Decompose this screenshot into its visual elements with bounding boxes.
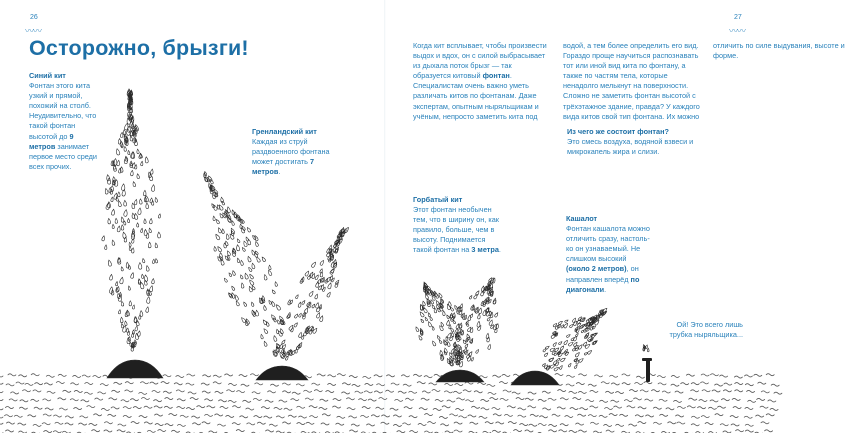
sperm-whale-spout-illustration	[511, 307, 608, 385]
sperm-whale-text-c: .	[604, 284, 607, 294]
intro-paragraph	[413, 41, 845, 123]
intro-text-b: . Специалистам очень важно уметь различать китов по фонтанам. Даже экспертам, опытным ныряльщикам и учёным, непросто заметить кита под водой, а тем более определить его вид. Гораздо проще научиться распознавать тот или иной вид кита по фонтану, а также по частям тела, которые ненадолго мелькнут на поверхности. Сложно не заметить фонтан высотой с трёхэтажное здание, правда? У каждого вида китов свой тип фонтана. Их можно отличить по силе выдувания, высоте и форме.	[413, 41, 845, 121]
sperm-whale-heading: Кашалот	[566, 214, 598, 223]
blue-whale-caption	[29, 71, 99, 172]
wave-ornament-right-icon: 〰〰	[729, 26, 746, 36]
greenland-whale-height: 7 метров	[252, 157, 315, 177]
blue-whale-text-a: Фонтан этого кита узкий и прямой, похожий на столб. Неудивительно, что такой фонтан высотой до	[29, 81, 97, 141]
composition-caption	[567, 127, 705, 157]
blue-whale-heading: Синий кит	[29, 71, 66, 80]
humpback-text-b: .	[498, 245, 501, 255]
blue-whale-text-b: занимает первое место среди всех прочих.	[29, 141, 98, 171]
greenland-whale-text-b: .	[278, 167, 281, 177]
sperm-whale-caption	[566, 214, 652, 295]
snorkel-illustration	[642, 344, 652, 382]
page-number-right: 27	[734, 14, 742, 21]
sperm-whale-direction: по диагонали	[566, 274, 640, 294]
greenland-whale-caption	[252, 127, 344, 177]
humpback-whale-spout-illustration	[415, 277, 499, 382]
blue-whale-height: 9 метров	[29, 131, 74, 151]
wave-ornament-left-icon: 〰〰	[25, 26, 42, 36]
sperm-whale-height: (около 2 метров)	[566, 264, 627, 274]
sperm-whale-text-b: , он направлен вперёд	[566, 264, 639, 284]
intro-fountain-term: фонтан	[482, 71, 510, 81]
sperm-whale-text-a: Фонтан кашалота можно отличить сразу, настоль-ко он узнаваемый. Не слишком высокий	[566, 224, 650, 264]
sea-waves	[0, 374, 782, 433]
humpback-height: 3 метра	[471, 245, 499, 255]
greenland-whale-spout-illustration	[203, 171, 350, 380]
snorkel-caption: Ой! Это всего лишь трубка ныряльщика...	[669, 320, 743, 340]
intro-text-a: Когда кит всплывает, чтобы произвести выдох и вдох, он с силой выбрасывает из дыхала поток брызг — так образуется китовый	[413, 41, 547, 81]
blue-whale-spout-illustration	[102, 89, 163, 378]
humpback-heading: Горбатый кит	[413, 195, 463, 204]
greenland-whale-heading: Гренландский кит	[252, 127, 317, 136]
page-title: Осторожно, брызги!	[29, 36, 249, 60]
page-number-left: 26	[30, 14, 38, 21]
composition-heading: Из чего же состоит фонтан?	[567, 127, 669, 136]
humpback-text-a: Этот фонтан необычен тем, что в ширину он, как правило, больше, чем в высоту. Поднимается такой фонтан на	[413, 205, 499, 255]
composition-text: Это смесь воздуха, водяной взвеси и микрокапель жира и слизи.	[567, 137, 694, 157]
humpback-caption	[413, 195, 503, 256]
greenland-whale-text-a: Каждая из струй раздвоенного фонтана может достигать	[252, 137, 330, 167]
